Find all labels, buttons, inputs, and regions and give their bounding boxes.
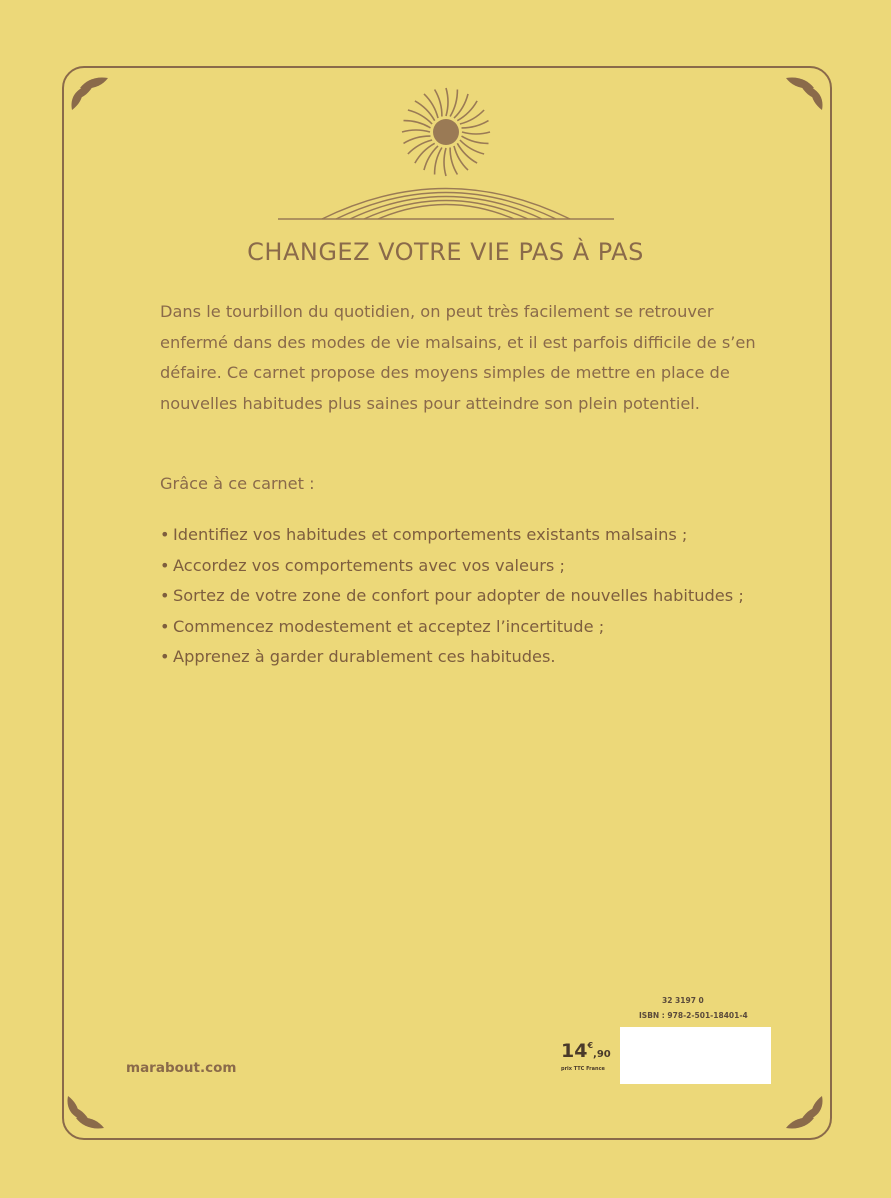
sun-ray	[404, 121, 431, 128]
lotus-leaf-icon	[66, 70, 112, 116]
benefits-list	[160, 520, 780, 673]
sun-ray	[446, 88, 448, 116]
sun-ray	[444, 148, 446, 176]
list-item: • Sortez de votre zone de confort pour adopter de nouvelles habitudes ;	[160, 581, 780, 612]
sun-ray	[462, 136, 489, 143]
price	[561, 1042, 611, 1061]
price-currency: €	[587, 1041, 594, 1050]
list-item: • Apprenez à garder durablement ces habitudes.	[160, 642, 780, 673]
sun-over-hill-icon	[278, 82, 614, 224]
price-decimals: ,90	[593, 1049, 611, 1060]
product-code: 32 3197 0	[662, 996, 704, 1005]
list-item: • Accordez vos comportements avec vos valeurs ;	[160, 551, 780, 582]
intro-paragraph: Dans le tourbillon du quotidien, on peut très facilement se retrouver enfermé dans des modes de vie malsains, et il est parfois difficile de s’en défaire. Ce carnet propose des moyens simples de mettre en place de nouvelles habitudes plus saines pour atteindre son plein potentiel.	[160, 302, 756, 413]
sun-ray	[462, 132, 490, 134]
list-item: • Commencez modestement et acceptez l’incertitude ;	[160, 612, 780, 643]
grace-label: Grâce à ce carnet :	[160, 474, 315, 493]
price-note: prix TTC France	[561, 1066, 605, 1072]
lotus-leaf-icon	[782, 1090, 828, 1136]
sun-ray	[435, 148, 442, 175]
sun-ray	[402, 130, 430, 132]
lotus-leaf-icon	[62, 1090, 108, 1136]
list-item: • Identifiez vos habitudes et comportements existants malsains ;	[160, 520, 780, 551]
sun-ray	[450, 90, 457, 117]
publisher-website: marabout.com	[126, 1060, 237, 1076]
barcode-area	[620, 1027, 771, 1084]
lotus-leaf-icon	[782, 70, 828, 116]
price-main: 14	[561, 1040, 588, 1062]
cover-title: CHANGEZ VOTRE VIE PAS À PAS	[247, 238, 644, 266]
isbn-number: ISBN : 978-2-501-18401-4	[639, 1011, 748, 1020]
